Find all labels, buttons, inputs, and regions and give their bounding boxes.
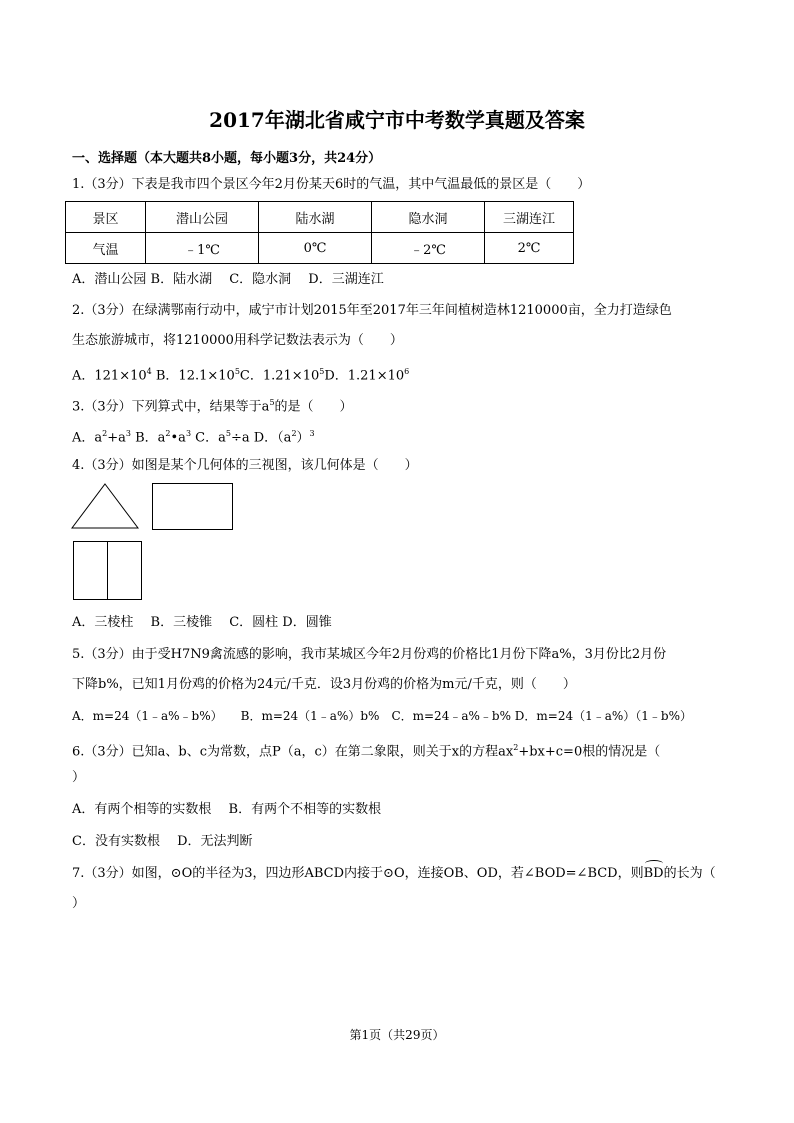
q2-option-d: D．1.21×10 [324,368,405,384]
table-cell: 气温 [66,233,146,264]
q6-stem-text: +bx+c=0根的情况是（ [518,744,661,760]
q4-stem: 4.（3分）如图是某个几何体的三视图，该几何体是（ ） [72,458,418,473]
q1-options: A．潜山公园 B．陆水湖 C．隐水洞 D．三湖连江 [72,272,384,287]
q7-stem-text: 7.（3分）如图，⊙O的半径为3，四边形ABCD内接于⊙O，连接OB、OD，若∠BOD=∠BCD，则 [72,866,644,881]
q6-options-line2: C．没有实数根 D．无法判断 [72,834,253,849]
q3-option-a: A．a [72,430,103,446]
q3-options [72,425,315,447]
q3-option-c: ÷a [230,430,250,446]
exponent: 5 [269,398,275,407]
q5-stem-line1: 5.（3分）由于受H7N9禽流感的影响，我市某城区今年2月份鸡的价格比1月份下降a%，3月份比2月份 [72,647,667,662]
top-view-divided-rectangle [72,540,144,602]
exponent: 2 [165,429,171,438]
q2-option-b: B．12.1×10 [151,368,235,384]
table-cell: ﹣2℃ [372,233,485,264]
exponent: 6 [404,367,410,376]
table-cell: ﹣1℃ [146,233,259,264]
q7-stem [72,865,716,883]
exponent: 5 [234,367,240,376]
q2-option-a: A．121×10 [72,368,147,384]
table-cell: 0℃ [259,233,372,264]
q4-options: A．三棱柱 B．三棱锥 C．圆柱 D．圆锥 [72,615,332,630]
page-title: 2017年湖北省咸宁市中考数学真题及答案 [209,108,585,132]
q7-stem-text: 的长为（ [663,866,716,881]
q2-options [72,363,409,385]
q3-option-c: C．a [191,430,226,446]
q3-stem-text: 3.（3分）下列算式中，结果等于a [72,399,270,415]
page-footer: 第1页（共29页） [349,1028,445,1042]
q5-stem-line2: 下降b%，已知1月份鸡的价格为24元/千克．设3月份鸡的价格为m元/千克，则（ ） [72,677,576,692]
table-cell: 三湖连江 [485,202,574,233]
exponent: 5 [225,429,231,438]
section-heading: 一、选择题（本大题共8小题，每小题3分，共24分） [72,151,382,166]
exponent: 2 [513,743,519,752]
table-cell: 隐水洞 [372,202,485,233]
q7-stem-line2: ） [72,896,86,911]
q3-option-b: •a [170,430,186,446]
q2-stem-line2: 生态旅游城市，将1210000用科学记数法表示为（ ） [72,333,403,348]
exponent: 4 [146,367,152,376]
side-view-rectangle [151,482,235,532]
arc-bd: BD [643,866,664,881]
q3-option-a: +a [107,430,126,446]
table-cell: 2℃ [485,233,574,264]
exponent: 2 [291,429,297,438]
exponent: 3 [309,429,315,438]
q6-stem [72,739,660,761]
exponent: 5 [319,367,325,376]
q3-stem-text: 的是（ ） [274,399,353,415]
table-cell: 潜山公园 [146,202,259,233]
q3-option-d: D．（a [249,430,292,446]
q6-stem-line2: ） [72,770,86,785]
q6-options-line1: A．有两个相等的实数根 B．有两个不相等的实数根 [72,802,382,817]
q5-options: A．m=24（1﹣a%﹣b%） B．m=24（1﹣a%）b% C．m=24﹣a%﹣b% D．m=24（1﹣a%）（1﹣b%） [72,709,693,723]
table-cell: 景区 [66,202,146,233]
exponent: 3 [125,429,131,438]
table-cell: 陆水湖 [259,202,372,233]
table-row [66,202,574,233]
table-row [66,233,574,264]
q2-option-c: C．1.21×10 [239,368,320,384]
q1-stem: 1.（3分）下表是我市四个景区今年2月份某天6时的气温，其中气温最低的景区是（ ） [72,177,591,192]
q3-option-d: ） [296,430,310,446]
q3-stem [72,394,353,416]
q3-option-b: B．a [130,430,166,446]
temperature-table [65,201,574,264]
q2-stem-line1: 2.（3分）在绿满鄂南行动中，咸宁市计划2015年至2017年三年间植树造林1210000亩，全力打造绿色 [72,303,672,318]
exponent: 2 [102,429,108,438]
front-view-triangle [70,482,140,530]
q6-stem-text: 6.（3分）已知a、b、c为常数，点P（a，c）在第二象限，则关于x的方程ax [72,744,514,760]
exponent: 3 [185,429,192,438]
